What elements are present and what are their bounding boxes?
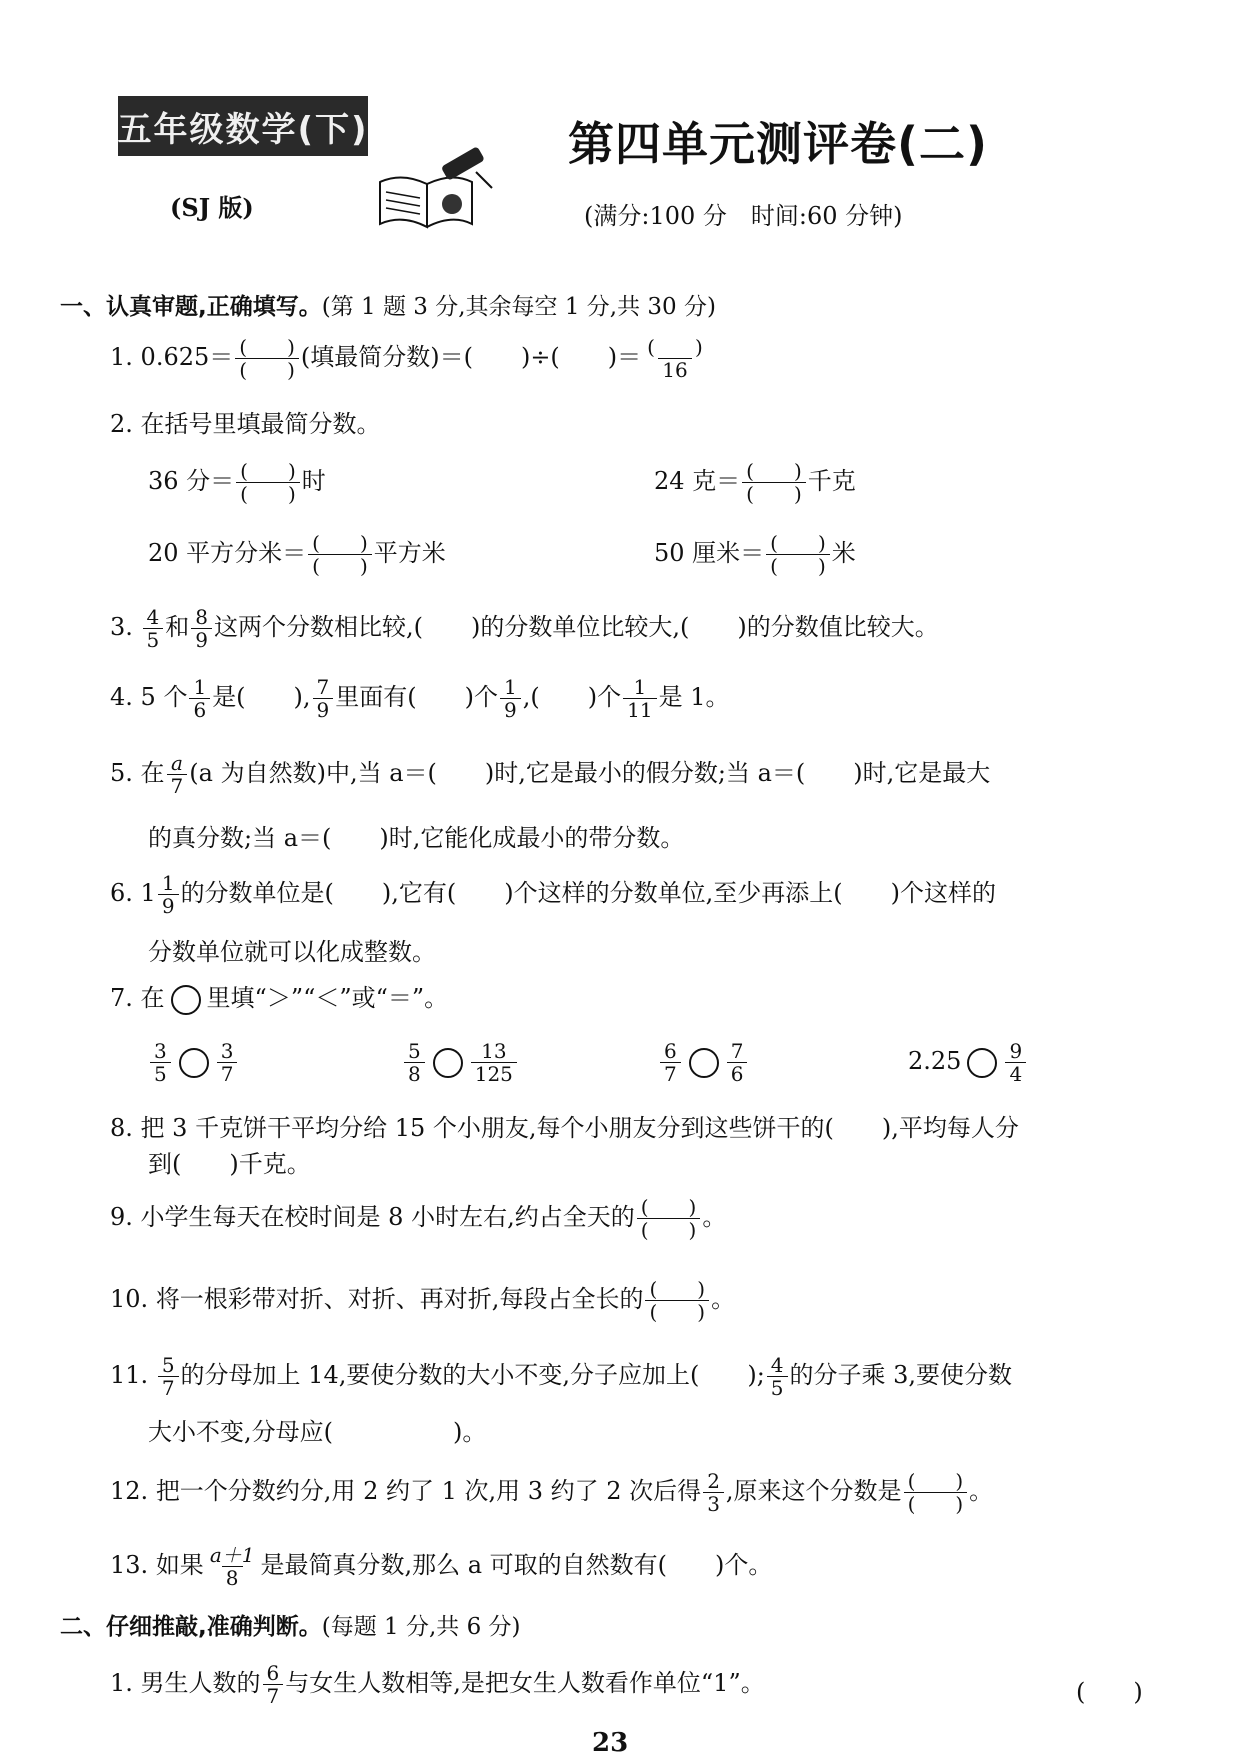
question-1 (110, 336, 709, 381)
question-9: 9. 小学生每天在校时间是 8 小时左右,约占全天的 $\frac{( )}{( )}$ 。 (110, 1195, 727, 1242)
question-5: 5. 在 $\frac{a}{7}$ (a 为自然数)中,当 a＝( )时,它是最小的假分数;当 a＝( )时,它是最大 (110, 751, 991, 798)
question-11-cont: 大小不变,分母应( )。 (148, 1418, 487, 1446)
q3-text: 这两个分数相比较,( )的分数单位比较大,( )的分数值比较大。 (214, 613, 939, 641)
q7-compare-4: 2.25 $\frac{9}{4}$ (908, 1040, 1028, 1085)
q4-fraction-1: $\frac{1}{6}$ (189, 676, 210, 721)
q11-fraction-a: $\frac{5}{7}$ (158, 1354, 179, 1399)
question-11: 11. $\frac{5}{7}$ 的分母加上 14,要使分数的大小不变,分子应加上( ); $\frac{4}{5}$ 的分子乘 3,要使分数 (110, 1353, 1013, 1400)
q4-fraction-4: $\frac{1}{11}$ (623, 676, 656, 721)
q9-blank-fraction[interactable]: $\frac{( )}{( )}$ (637, 1196, 701, 1241)
section-2-note: (每题 1 分,共 6 分) (321, 1614, 521, 1640)
edition-label: (SJ 版) (170, 193, 254, 222)
q2-item-a: 36 分＝ $\frac{( )}{( )}$ 时 (148, 459, 326, 506)
compare-circle-1[interactable] (179, 1048, 209, 1078)
compare-circle-2[interactable] (433, 1048, 463, 1078)
question-7: 7. 在 里填“＞”“＜”或“＝”。 (110, 978, 448, 1015)
q2-d-blank-fraction[interactable]: $\frac{( )}{( )}$ (766, 532, 830, 577)
section-1-header (60, 288, 716, 321)
question-6: 6. 1 $\frac{1}{9}$ 的分数单位是( ),它有( )个这样的分数单位,至少再添上( )个这样的 (110, 871, 996, 918)
q6-mixed-fraction: $\frac{1}{9}$ (158, 872, 179, 917)
q2-item-d: 50 厘米＝ $\frac{( )}{( )}$ 米 (654, 531, 856, 578)
compare-circle-4[interactable] (967, 1048, 997, 1078)
q4-fraction-2: $\frac{7}{9}$ (313, 676, 334, 721)
section-1-label: 一、认真审题,正确填写。 (60, 294, 322, 320)
q7-compare-2: $\frac{5}{8}$ $\frac{13}{125}$ (402, 1040, 519, 1085)
page-subtitle: (满分:100 分 时间:60 分钟) (584, 202, 903, 230)
q2-item-b: 24 克＝ $\frac{( )}{( )}$ 千克 (654, 459, 856, 506)
section-2-header (60, 1608, 521, 1641)
q1-text-b: (填最简分数)＝( )÷( )＝ (300, 343, 642, 371)
q1-fraction-over-16[interactable]: $\frac{( )}{16}$ (647, 335, 703, 382)
q12-blank-fraction[interactable]: $\frac{( )}{( )}$ (904, 1470, 968, 1515)
j1-fraction: $\frac{6}{7}$ (263, 1662, 284, 1707)
q3-fraction-b: $\frac{8}{9}$ (191, 606, 212, 651)
q2-number: 2. (110, 410, 133, 438)
question-2 (110, 404, 381, 439)
q1-number: 1. (110, 343, 133, 371)
q11-fraction-b: $\frac{4}{5}$ (767, 1354, 788, 1399)
page-title: 第四单元测评卷(二) (568, 117, 989, 171)
q3-fraction-a: $\frac{4}{5}$ (143, 606, 164, 651)
q1-text-a: 0.625＝ (140, 343, 234, 371)
q4-fraction-3: $\frac{1}{9}$ (500, 676, 521, 721)
q5-fraction-a-over-7: $\frac{a}{7}$ (167, 752, 188, 797)
q2-b-blank-fraction[interactable]: $\frac{( )}{( )}$ (742, 460, 806, 505)
question-3: 3. $\frac{4}{5}$ 和 $\frac{8}{9}$ 这两个分数相比较,( )的分数单位比较大,( )的分数值比较大。 (110, 605, 939, 652)
page-number: 23 (592, 1728, 629, 1758)
q2-text: 在括号里填最简分数。 (140, 410, 381, 438)
judge-1-answer-paren[interactable]: ( ) (1076, 1678, 1143, 1706)
question-13: 13. 如果 $\frac{a+1}{8}$ 是最简真分数,那么 a 可取的自然数有( )个。 (110, 1543, 773, 1590)
q7-compare-3: $\frac{6}{7}$ $\frac{7}{6}$ (658, 1040, 749, 1085)
section-1-note: (第 1 题 3 分,其余每空 1 分,共 30 分) (321, 294, 716, 320)
q10-blank-fraction[interactable]: $\frac{( )}{( )}$ (645, 1278, 709, 1323)
book-microscope-illustration (372, 142, 502, 232)
compare-circle-3[interactable] (689, 1048, 719, 1078)
q12-fraction: $\frac{2}{3}$ (703, 1470, 724, 1515)
question-6-cont: 分数单位就可以化成整数。 (148, 938, 436, 966)
question-8-cont: 到( )千克。 (148, 1150, 311, 1178)
section-2-label: 二、仔细推敲,准确判断。 (60, 1614, 322, 1640)
q2-item-c: 20 平方分米＝ $\frac{( )}{( )}$ 平方米 (148, 531, 446, 578)
q7-compare-1: $\frac{3}{5}$ $\frac{3}{7}$ (148, 1040, 239, 1085)
q1-blank-fraction[interactable]: $\frac{( )}{( )}$ (235, 336, 299, 381)
question-8: 8. 把 3 千克饼干平均分给 15 个小朋友,每个小朋友分到这些饼干的( ),平均每人分 (110, 1114, 1019, 1142)
q2-a-blank-fraction[interactable]: $\frac{( )}{( )}$ (236, 460, 300, 505)
q13-fraction: $\frac{a+1}{8}$ (209, 1543, 255, 1590)
judge-1: 1. 男生人数的 $\frac{6}{7}$ 与女生人数相等,是把女生人数看作单位“1”。 (110, 1661, 765, 1708)
question-12: 12. 把一个分数约分,用 2 约了 1 次,用 3 约了 2 次后得 $\frac{2}{3}$ ,原来这个分数是 $\frac{( )}{( )}$ 。 (110, 1469, 994, 1516)
q2-c-blank-fraction[interactable]: $\frac{( )}{( )}$ (308, 532, 372, 577)
question-5-cont: 的真分数;当 a＝( )时,它能化成最小的带分数。 (148, 824, 685, 852)
question-4: 4. 5 个 $\frac{1}{6}$ 是( ), $\frac{7}{9}$ 里面有( )个 $\frac{1}{9}$ ,( )个 $\frac{1}{11}$ 是 1。 (110, 675, 730, 722)
circle-icon (171, 985, 201, 1015)
question-10: 10. 将一根彩带对折、对折、再对折,每段占全长的 $\frac{( )}{( )}$ 。 (110, 1277, 736, 1324)
grade-badge: 五年级数学(下) (118, 96, 368, 156)
